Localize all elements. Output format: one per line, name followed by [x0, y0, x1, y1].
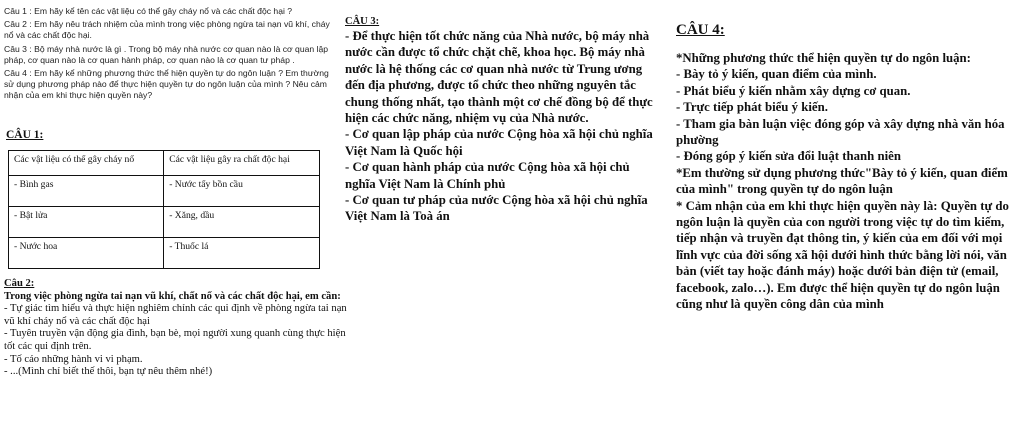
question-1: Câu 1 : Em hãy kể tên các vật liệu có thể gây cháy nổ và các chất độc hại ? [4, 6, 293, 16]
materials-table [8, 150, 320, 269]
cau3-paragraph: - Cơ quan hành pháp của nước Cộng hòa xã hội chủ nghĩa Việt Nam là Chính phủ [345, 160, 630, 191]
cau3-paragraph: - Để thực hiện tốt chức năng của Nhà nước, bộ máy nhà nước cần được tổ chức chặt chẽ, khoa học. Bộ máy nhà nước là hệ thống các cơ quan nhà nước từ Trung ương đến địa phương, được tổ chức theo những nguyên tắc chung thống nhất, tạo thành một cơ chế đồng bộ để thực hiện các chức năng, nhiệm vụ của Nhà nước. [345, 29, 653, 126]
table-row [9, 207, 320, 238]
cau4-line: - Tham gia bàn luận việc đóng góp và xây dựng nhà văn hóa phường [676, 116, 1005, 148]
table-cell: - Nước hoa [9, 238, 164, 269]
cau4-line: *Em thường sử dụng phương thức"Bày tỏ ý kiến, quan điểm của mình" trong quyền tự do ngôn luận [676, 165, 1008, 197]
cau2-heading: Câu 2: [4, 278, 35, 289]
column-header: Các vật liệu có thể gây cháy nổ [9, 151, 164, 176]
table-cell: - Bật lửa [9, 207, 164, 238]
cau3-paragraph: - Cơ quan lập pháp của nước Cộng hòa xã hội chủ nghĩa Việt Nam là Quốc hội [345, 127, 653, 158]
cau4-line: * Cảm nhận của em khi thực hiện quyền này là: Quyền tự do ngôn luận là quyền của con người trong việc tự do tìm kiếm, tiếp nhận và truyền đạt thông tin, ý kiến của em đối với mọi lĩnh vực của đời sống xã hội dưới hình thức bằng lời nói, văn bản (viết tay hoặc đánh máy) hoặc dưới bản điện tử (email, facebook, zalo…). Em được thể hiện quyền tự do ngôn luận cũng như là quyền công dân của mình [676, 198, 1009, 312]
cau4-line: *Những phương thức thể hiện quyền tự do ngôn luận: [676, 51, 971, 65]
question-2: Câu 2 : Em hãy nêu trách nhiệm của mình trong việc phòng ngừa tai nạn vũ khí, cháy nổ và các chất độc hại. [4, 19, 330, 41]
table-cell: - Nước tẩy bồn cầu [164, 176, 320, 207]
table-cell: - Thuốc lá [164, 238, 320, 269]
cau4-line: - Bày tỏ ý kiến, quan điểm của mình. [676, 67, 877, 82]
cau2-answer [4, 278, 349, 379]
column-header: Các vật liệu gây ra chất độc hại [164, 151, 320, 176]
cau3-heading: CÂU 3: [345, 16, 380, 27]
cau4-line: - Đóng góp ý kiến sửa đổi luật thanh niên [676, 149, 901, 164]
question-3: Câu 3 : Bộ máy nhà nước là gì . Trong bộ máy nhà nước cơ quan nào là cơ quan lập pháp, cơ quan nào là cơ quan hành pháp, cơ quan nào là cơ quan tư pháp . [4, 43, 329, 65]
cau2-line: - Tự giác tìm hiểu và thực hiện nghiêm chỉnh các qui định về phòng ngừa tai nạn vũ khí cháy nổ và các chất độc hại [4, 303, 347, 327]
cau2-line: - Tố cáo những hành vi vi phạm. [4, 353, 143, 365]
cau4-line: - Phát biểu ý kiến nhằm xây dựng cơ quan. [676, 83, 911, 98]
table-row [9, 238, 320, 269]
question-list [4, 6, 334, 104]
cau2-intro: Trong việc phòng ngừa tai nạn vũ khí, chất nổ và các chất độc hại, em cần: [4, 290, 341, 302]
table-row [9, 176, 320, 207]
cau1-heading: CÂU 1: [6, 129, 44, 141]
table-cell: - Xăng, dầu [164, 207, 320, 238]
table-cell: - Bình gas [9, 176, 164, 207]
table-header-row [9, 151, 320, 176]
cau2-line: - Tuyên truyền vận động gia đình, bạn bè, mọi người xung quanh cùng thực hiện tốt các qui định trên. [4, 328, 346, 352]
cau3-paragraph: - Cơ quan tư pháp của nước Cộng hòa xã hội chủ nghĩa Việt Nam là Toà án [345, 193, 648, 224]
question-4: Câu 4 : Em hãy kể những phương thức thể hiện quyền tự do ngôn luận ? Em thường sử dụng phương pháp nào để thực hiện quyền tự do ngôn luận của mình ? Nêu cảm nhận của em khi thực hiện quyền này? [4, 68, 329, 101]
cau3-answer [345, 16, 663, 225]
cau4-answer [676, 20, 1020, 313]
cau2-line: - ...(Mình chỉ biết thế thôi, bạn tự nêu thêm nhé!) [4, 366, 213, 378]
cau4-heading: CÂU 4: [676, 22, 725, 38]
cau4-line: - Trực tiếp phát biểu ý kiến. [676, 100, 828, 115]
